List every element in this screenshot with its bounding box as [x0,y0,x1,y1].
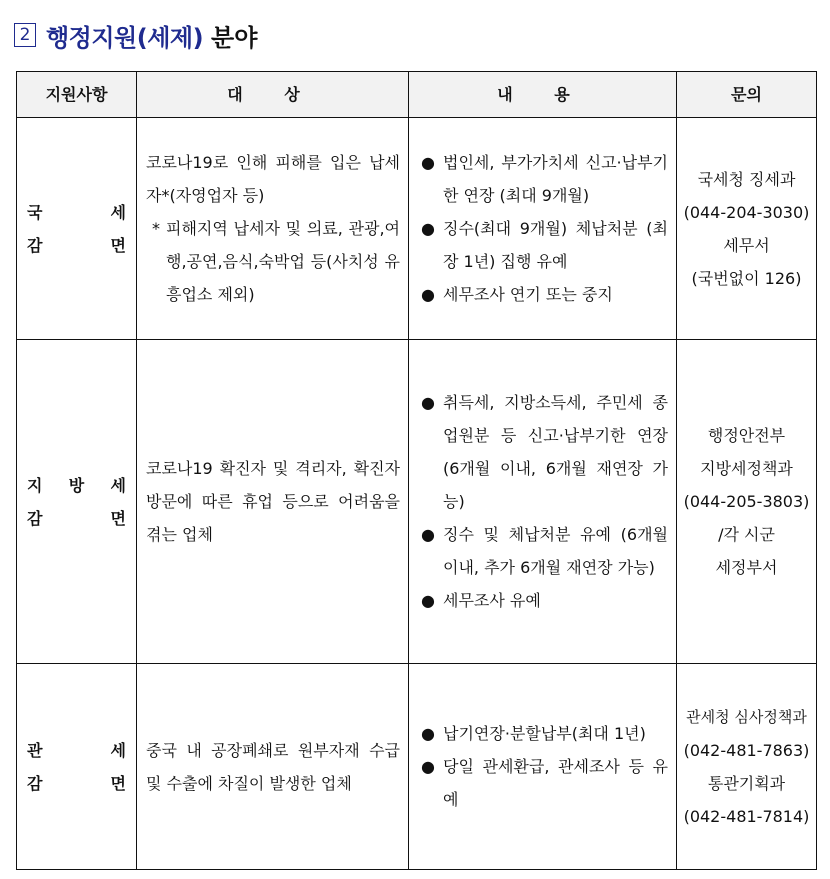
contact-cell: 국세청 징세과 (044-204-3030) 세무서 (국번없이 126) [677,118,817,340]
list-item: ● 납기연장·분할납부(최대 1년) [421,724,646,743]
list-item: ● 법인세, 부가가치세 신고·납부기한 연장 (최대 9개월) [421,153,668,205]
target-note: * 피해지역 납세자 및 의료, 관광,여행,공연,음식,숙박업 등(사치성 유흥업소 제외) [152,219,400,304]
section-title-text: 행정지원(세제) [46,23,204,52]
table-row [17,118,817,340]
header-content: 내 용 [409,72,677,118]
target-cell: 중국 내 공장폐쇄로 원부자재 수급 및 수출에 차질이 발생한 업체 [137,664,409,870]
target-cell: 코로나19로 인해 피해를 입은 납세자*(자영업자 등) * 피해지역 납세자 및 의료, 관광,여행,공연,음식,숙박업 등(사치성 유흥업소 제외) [137,118,409,340]
header-target: 대 상 [137,72,409,118]
target-cell: 코로나19 확진자 및 격리자, 확진자 방문에 따른 휴업 등으로 어려움을 겪는 업체 [137,340,409,664]
contact-cell: 행정안전부 지방세정책과 (044-205-3803) /각 시군 세정부서 [677,340,817,664]
category-customs: 관 세 감 면 [17,664,137,870]
content-cell [409,340,677,664]
content-cell [409,118,677,340]
category-national-tax: 국 세 감 면 [17,118,137,340]
content-cell [409,664,677,870]
list-item: ● 취득세, 지방소득세, 주민세 종업원분 등 신고·납부기한 연장 (6개월 이내, 6개월 재연장 가능) [421,393,668,511]
contact-cell: 관세청 심사정책과 (042-481-7863) 통관기획과 (042-481-7814) [677,664,817,870]
list-item: ● 세무조사 유예 [421,591,541,610]
header-contact: 문의 [677,72,817,118]
section-title-suffix: 분야 [211,23,258,52]
list-item: ● 징수 및 체납처분 유예 (6개월 이내, 추가 6개월 재연장 가능) [421,525,668,577]
table-row [17,664,817,870]
category-local-tax: 지 방 세 감 면 [17,340,137,664]
list-item: ● 당일 관세환급, 관세조사 등 유예 [421,757,668,809]
header-support-item: 지원사항 [17,72,137,118]
table-header-row [17,72,817,118]
list-item: ● 징수(최대 9개월) 체납처분 (최장 1년) 집행 유예 [421,219,668,271]
table-row [17,340,817,664]
list-item: ● 세무조사 연기 또는 중지 [421,285,613,304]
tax-support-table [16,71,817,870]
section-title [14,18,257,52]
section-number-box: 2 [14,23,36,47]
